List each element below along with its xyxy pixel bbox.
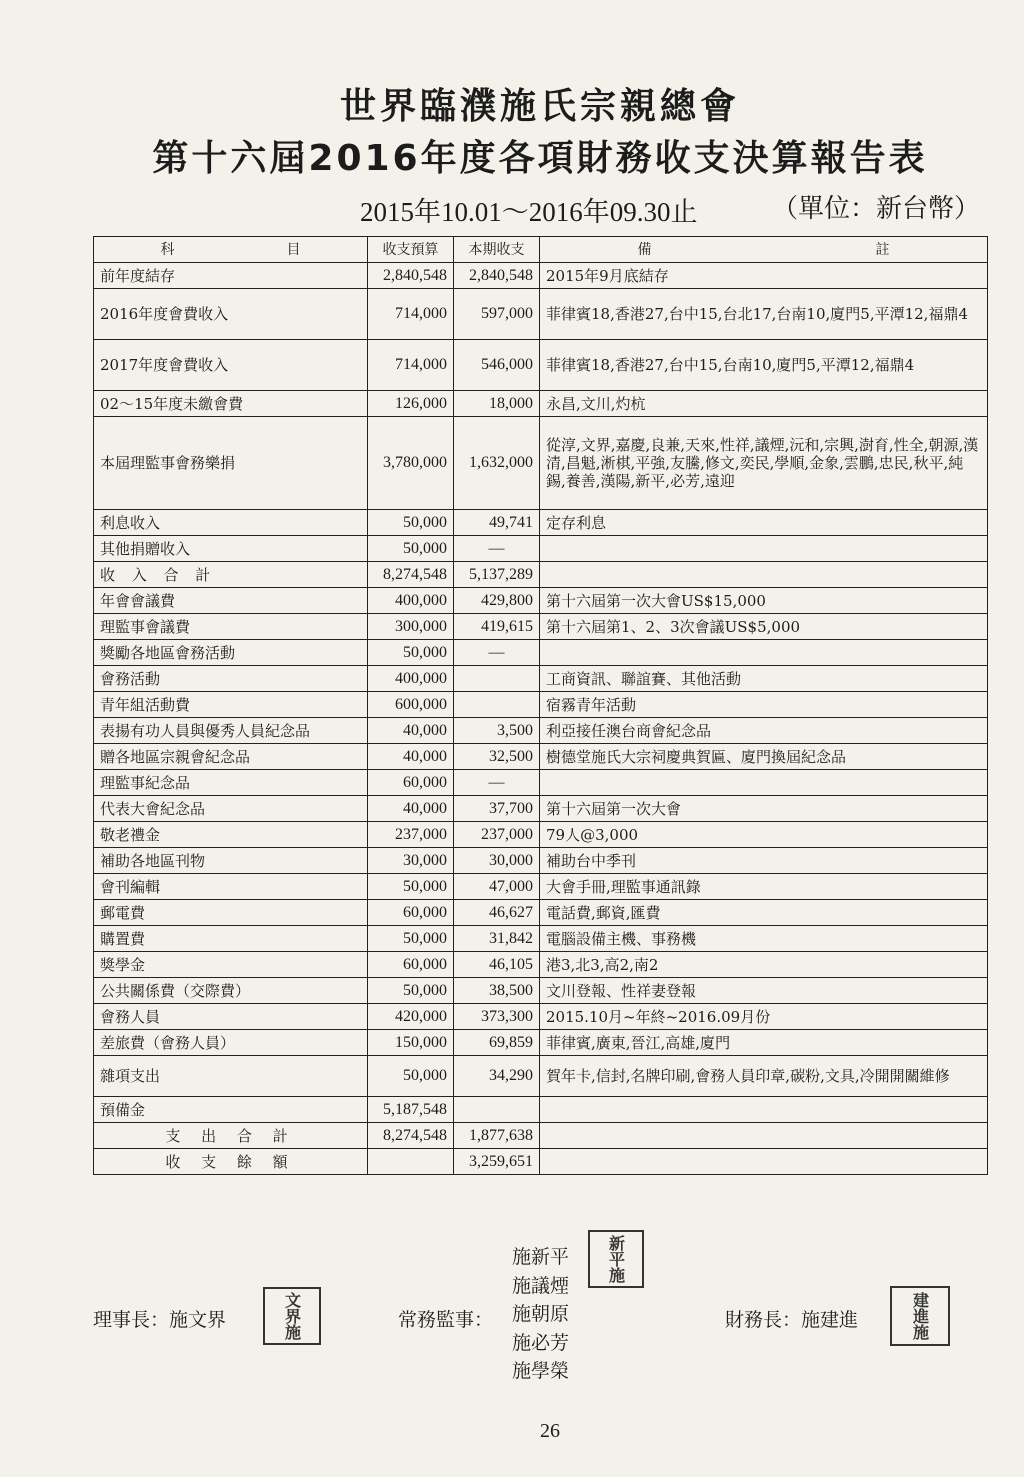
table-row xyxy=(94,640,988,666)
row-actual-cell: 546,000 xyxy=(454,340,540,391)
row-actual-cell xyxy=(454,692,540,718)
row-budget-cell: 40,000 xyxy=(368,796,454,822)
table-row xyxy=(94,263,988,289)
row-item-cell: 差旅費（會務人員） xyxy=(94,1030,368,1056)
table-row xyxy=(94,952,988,978)
supervisor-name: 施新平 xyxy=(512,1246,570,1268)
org-title: 世界臨濮施氏宗親總會 xyxy=(339,86,740,127)
table-row xyxy=(94,391,988,417)
report-title: 第十六屆2016年度各項財務收支決算報告表 xyxy=(152,138,928,179)
page-number: 26 xyxy=(540,1420,560,1442)
column-header-note: 備 註 xyxy=(540,237,988,263)
row-item-cell: 郵電費 xyxy=(94,900,368,926)
row-budget-cell: 300,000 xyxy=(368,614,454,640)
row-actual-cell: 31,842 xyxy=(454,926,540,952)
row-actual-cell: 429,800 xyxy=(454,588,540,614)
row-actual-cell: 47,000 xyxy=(454,874,540,900)
row-item-cell: 獎學金 xyxy=(94,952,368,978)
row-actual-cell: — xyxy=(454,770,540,796)
row-note-cell xyxy=(540,1123,988,1149)
row-budget-cell: 714,000 xyxy=(368,289,454,340)
row-budget-cell: 714,000 xyxy=(368,340,454,391)
treasurer-seal-stamp xyxy=(890,1286,950,1346)
row-note-cell: 第十六屆第1、2、3次會議US$5,000 xyxy=(540,614,988,640)
row-actual-cell: 49,741 xyxy=(454,510,540,536)
row-note-cell: 樹德堂施氏大宗祠慶典賀匾、廈門換屆紀念品 xyxy=(540,744,988,770)
row-budget-cell: 50,000 xyxy=(368,1056,454,1097)
row-item-cell: 理監事會議費 xyxy=(94,614,368,640)
row-note-cell: 補助台中季刊 xyxy=(540,848,988,874)
row-budget-cell: 40,000 xyxy=(368,744,454,770)
row-item-cell: 會刊編輯 xyxy=(94,874,368,900)
table-row xyxy=(94,822,988,848)
row-item-cell: 獎勵各地區會務活動 xyxy=(94,640,368,666)
row-budget-cell: 5,187,548 xyxy=(368,1097,454,1123)
row-budget-cell: 60,000 xyxy=(368,770,454,796)
row-actual-cell: 419,615 xyxy=(454,614,540,640)
row-actual-cell: — xyxy=(454,536,540,562)
row-actual-cell: 2,840,548 xyxy=(454,263,540,289)
supervisor-name: 施議煙 xyxy=(512,1274,570,1297)
supervisor-name: 施朝原 xyxy=(512,1303,570,1325)
table-row xyxy=(94,744,988,770)
table-row xyxy=(94,562,988,588)
row-actual-cell: — xyxy=(454,640,540,666)
row-note-cell: 2015年9月底結存 xyxy=(540,263,988,289)
financial-table xyxy=(93,236,988,1175)
row-actual-cell: 18,000 xyxy=(454,391,540,417)
row-note-cell: 文川登報、性祥妻登報 xyxy=(540,978,988,1004)
row-budget-cell: 50,000 xyxy=(368,640,454,666)
row-actual-cell: 30,000 xyxy=(454,848,540,874)
row-note-cell xyxy=(540,1149,988,1175)
row-note-cell: 79人@3,000 xyxy=(540,822,988,848)
row-budget-cell: 50,000 xyxy=(368,536,454,562)
chairman-seal-text: 文界施 xyxy=(282,1292,302,1340)
row-item-cell: 其他捐贈收入 xyxy=(94,536,368,562)
row-note-cell: 宿霧青年活動 xyxy=(540,692,988,718)
table-row xyxy=(94,289,988,340)
row-budget-cell: 40,000 xyxy=(368,718,454,744)
row-actual-cell: 3,259,651 xyxy=(454,1149,540,1175)
row-note-cell: 工商資訊、聯誼賽、其他活動 xyxy=(540,666,988,692)
row-item-cell: 敬老禮金 xyxy=(94,822,368,848)
row-actual-cell: 373,300 xyxy=(454,1004,540,1030)
table-row xyxy=(94,1056,988,1097)
table-row xyxy=(94,510,988,536)
row-actual-cell: 69,859 xyxy=(454,1030,540,1056)
row-item-cell: 會務人員 xyxy=(94,1004,368,1030)
column-header-item: 科 目 xyxy=(94,237,368,263)
table-row xyxy=(94,1030,988,1056)
row-note-cell: 菲律賓18,香港27,台中15,台北17,台南10,廈門5,平潭12,福鼎4 xyxy=(540,289,988,340)
row-item-cell: 支 出 合 計 xyxy=(94,1123,368,1149)
row-note-cell: 菲律賓,廣東,晉江,高雄,廈門 xyxy=(540,1030,988,1056)
row-item-cell: 2016年度會費收入 xyxy=(94,289,368,340)
supervisor-name: 施必芳 xyxy=(512,1331,570,1354)
row-budget-cell: 30,000 xyxy=(368,848,454,874)
row-item-cell: 前年度結存 xyxy=(94,263,368,289)
row-budget-cell: 8,274,548 xyxy=(368,562,454,588)
row-item-cell: 雜項支出 xyxy=(94,1056,368,1097)
row-note-cell: 菲律賓18,香港27,台中15,台南10,廈門5,平潭12,福鼎4 xyxy=(540,340,988,391)
row-budget-cell: 50,000 xyxy=(368,978,454,1004)
row-budget-cell: 420,000 xyxy=(368,1004,454,1030)
row-actual-cell: 597,000 xyxy=(454,289,540,340)
row-item-cell: 02～15年度未繳會費 xyxy=(94,391,368,417)
row-budget-cell: 237,000 xyxy=(368,822,454,848)
row-item-cell: 青年組活動費 xyxy=(94,692,368,718)
supervisor-names xyxy=(512,1243,569,1386)
row-note-cell: 港3,北3,高2,南2 xyxy=(540,952,988,978)
table-row xyxy=(94,900,988,926)
row-item-cell: 2017年度會費收入 xyxy=(94,340,368,391)
row-item-cell: 會務活動 xyxy=(94,666,368,692)
table-header-row xyxy=(94,237,988,263)
row-budget-cell: 3,780,000 xyxy=(368,417,454,510)
supervisor-seal-text: 新平施 xyxy=(606,1235,626,1283)
row-note-cell: 第十六屆第一次大會 xyxy=(540,796,988,822)
table-body xyxy=(94,263,988,1175)
row-actual-cell xyxy=(454,1097,540,1123)
row-budget-cell xyxy=(368,1149,454,1175)
row-budget-cell: 150,000 xyxy=(368,1030,454,1056)
row-item-cell: 理監事紀念品 xyxy=(94,770,368,796)
row-item-cell: 購置費 xyxy=(94,926,368,952)
row-budget-cell: 600,000 xyxy=(368,692,454,718)
row-budget-cell: 50,000 xyxy=(368,510,454,536)
table-row xyxy=(94,1149,988,1175)
row-note-cell xyxy=(540,770,988,796)
row-note-cell: 電話費,郵資,匯費 xyxy=(540,900,988,926)
row-note-cell: 定存利息 xyxy=(540,510,988,536)
table-row xyxy=(94,978,988,1004)
supervisor-label: 常務監事： xyxy=(398,1309,494,1331)
row-actual-cell: 3,500 xyxy=(454,718,540,744)
row-item-cell: 代表大會紀念品 xyxy=(94,796,368,822)
table-row xyxy=(94,666,988,692)
treasurer-signature: 財務長：施建進 xyxy=(725,1309,859,1331)
row-budget-cell: 2,840,548 xyxy=(368,263,454,289)
report-period: 2015年10.01～2016年09.30止 xyxy=(360,197,698,227)
table-row xyxy=(94,692,988,718)
table-row xyxy=(94,770,988,796)
table-row xyxy=(94,1123,988,1149)
row-note-cell xyxy=(540,562,988,588)
row-note-cell xyxy=(540,1097,988,1123)
row-actual-cell: 38,500 xyxy=(454,978,540,1004)
table-row xyxy=(94,588,988,614)
column-header-budget: 收支預算 xyxy=(368,237,454,263)
row-item-cell: 預備金 xyxy=(94,1097,368,1123)
table-row xyxy=(94,614,988,640)
table-row xyxy=(94,340,988,391)
row-budget-cell: 8,274,548 xyxy=(368,1123,454,1149)
row-actual-cell: 46,627 xyxy=(454,900,540,926)
table-row xyxy=(94,848,988,874)
row-budget-cell: 400,000 xyxy=(368,588,454,614)
table-row xyxy=(94,796,988,822)
row-note-cell: 2015.10月~年終~2016.09月份 xyxy=(540,1004,988,1030)
row-budget-cell: 50,000 xyxy=(368,874,454,900)
row-item-cell: 本屆理監事會務樂捐 xyxy=(94,417,368,510)
row-actual-cell: 1,632,000 xyxy=(454,417,540,510)
row-actual-cell: 34,290 xyxy=(454,1056,540,1097)
row-item-cell: 收 入 合 計 xyxy=(94,562,368,588)
row-note-cell xyxy=(540,640,988,666)
row-actual-cell: 237,000 xyxy=(454,822,540,848)
row-note-cell: 利亞接任澳台商會紀念品 xyxy=(540,718,988,744)
table-row xyxy=(94,874,988,900)
row-item-cell: 贈各地區宗親會紀念品 xyxy=(94,744,368,770)
chairman-signature: 理事長：施文界 xyxy=(93,1309,227,1331)
row-item-cell: 表揚有功人員與優秀人員紀念品 xyxy=(94,718,368,744)
row-actual-cell xyxy=(454,666,540,692)
supervisor-name: 施學榮 xyxy=(512,1360,570,1382)
table-row xyxy=(94,1097,988,1123)
row-budget-cell: 50,000 xyxy=(368,926,454,952)
row-note-cell: 大會手冊,理監事通訊錄 xyxy=(540,874,988,900)
row-note-cell xyxy=(540,536,988,562)
row-actual-cell: 5,137,289 xyxy=(454,562,540,588)
row-item-cell: 收 支 餘 額 xyxy=(94,1149,368,1175)
row-note-cell: 賀年卡,信封,名牌印刷,會務人員印章,碳粉,文具,冷開開關維修 xyxy=(540,1056,988,1097)
table-row xyxy=(94,536,988,562)
row-actual-cell: 37,700 xyxy=(454,796,540,822)
row-actual-cell: 46,105 xyxy=(454,952,540,978)
row-actual-cell: 32,500 xyxy=(454,744,540,770)
row-budget-cell: 126,000 xyxy=(368,391,454,417)
row-item-cell: 補助各地區刊物 xyxy=(94,848,368,874)
row-note-cell: 永昌,文川,灼杭 xyxy=(540,391,988,417)
row-item-cell: 公共關係費（交際費） xyxy=(94,978,368,1004)
row-actual-cell: 1,877,638 xyxy=(454,1123,540,1149)
row-item-cell: 利息收入 xyxy=(94,510,368,536)
row-note-cell: 電腦設備主機、事務機 xyxy=(540,926,988,952)
row-note-cell: 從淳,文界,嘉慶,良兼,天來,性祥,議煙,沅和,宗興,澍育,性全,朝源,漢清,昌魁,淅棋,平強,友騰,修文,奕民,學順,金象,雲鵬,忠民,秋平,純錫,養善,漢陽,新平,必芳,遠迎 xyxy=(540,417,988,510)
currency-unit: （單位：新台幣） xyxy=(772,194,981,224)
treasurer-seal-text: 建進施 xyxy=(910,1292,930,1340)
row-budget-cell: 400,000 xyxy=(368,666,454,692)
table-row xyxy=(94,926,988,952)
row-budget-cell: 60,000 xyxy=(368,952,454,978)
table-row xyxy=(94,1004,988,1030)
row-note-cell: 第十六屆第一次大會US$15,000 xyxy=(540,588,988,614)
table-row xyxy=(94,718,988,744)
row-budget-cell: 60,000 xyxy=(368,900,454,926)
chairman-seal-stamp xyxy=(263,1287,321,1345)
table-row xyxy=(94,417,988,510)
column-header-actual: 本期收支 xyxy=(454,237,540,263)
supervisor-seal-stamp xyxy=(588,1230,644,1288)
row-item-cell: 年會會議費 xyxy=(94,588,368,614)
